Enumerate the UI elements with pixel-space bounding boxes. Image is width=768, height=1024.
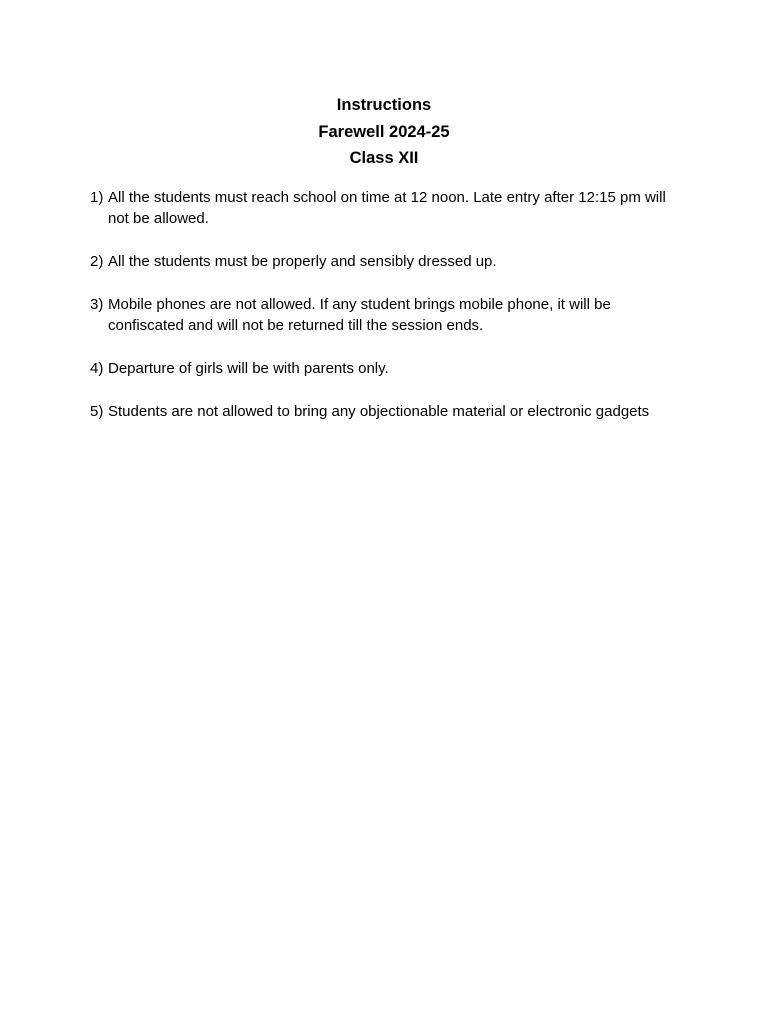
instruction-text: Departure of girls will be with parents only.: [108, 360, 389, 377]
instruction-item: [90, 358, 690, 379]
instruction-number: 2): [90, 253, 104, 270]
instruction-number: 4): [90, 360, 104, 377]
instruction-text: Students are not allowed to bring any objectionable material or electronic gadgets: [108, 403, 650, 420]
instruction-item: [90, 294, 690, 336]
instruction-item: [90, 251, 690, 272]
document-title: Instructions: [336, 96, 432, 114]
instruction-number: 3): [90, 296, 104, 313]
instruction-item: [90, 187, 690, 229]
instructions-list: [90, 187, 690, 444]
instruction-item: [90, 401, 690, 422]
document-header: [0, 92, 768, 172]
class-subtitle: Class XII: [349, 149, 419, 167]
instruction-number: 1): [90, 189, 104, 206]
instruction-text: Mobile phones are not allowed. If any student brings mobile phone, it will be confiscated and will not be returned till the session ends.: [108, 296, 611, 334]
instruction-number: 5): [90, 403, 104, 420]
event-subtitle: Farewell 2024-25: [318, 122, 450, 141]
instruction-text: All the students must be properly and sensibly dressed up.: [108, 253, 497, 270]
instruction-text: All the students must reach school on time at 12 noon. Late entry after 12:15 pm will not be allowed.: [108, 189, 666, 227]
